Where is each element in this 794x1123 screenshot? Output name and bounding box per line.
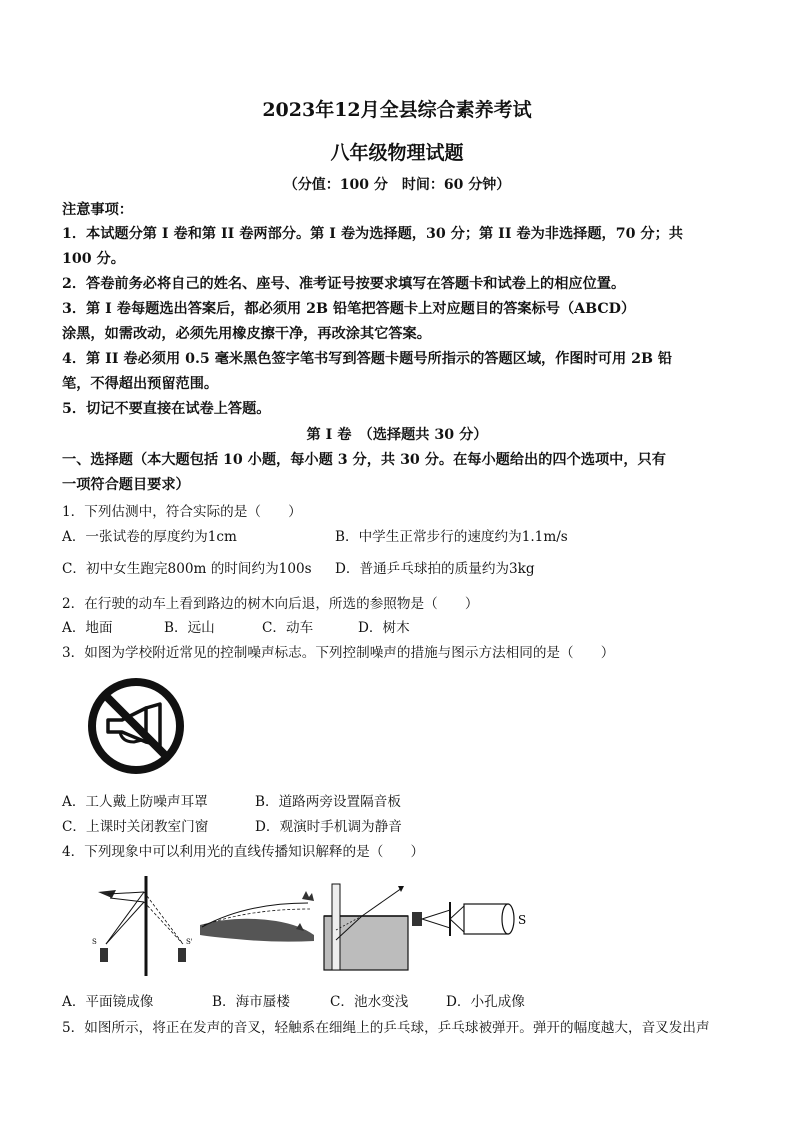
note-line: 5．切记不要直接在试卷上答题。 — [62, 401, 271, 417]
option-a: A．一张试卷的厚度约为1cm — [62, 529, 237, 545]
question-stem: 2．在行驶的动车上看到路边的树木向后退，所选的参照物是（ ） — [62, 596, 479, 612]
plane-mirror-figure — [88, 872, 198, 982]
option-b: B．道路两旁设置隔音板 — [255, 794, 401, 810]
notes-heading: 注意事项： — [62, 202, 133, 218]
option-a: A．平面镜成像 — [62, 994, 154, 1010]
note-line: 4．第 II 卷必须用 0.5 毫米黑色签字笔书写到答题卡题号所指示的答题区域，作图时可用 2B 铅 — [62, 351, 673, 367]
mirage-figure — [196, 885, 318, 955]
option-d: D．小孔成像 — [446, 994, 525, 1010]
pool-figure — [322, 880, 412, 974]
option-c: C．上课时关闭教室门窗 — [62, 819, 209, 835]
question-stem: 5．如图所示，将正在发声的音叉，轻触系在细绳上的乒乓球，乒乓球被弹开。弹开的幅度越大，音叉发出声 — [62, 1020, 710, 1036]
note-line: 涂黑，如需改动，必须先用橡皮擦干净，再改涂其它答案。 — [62, 326, 431, 342]
option-d: D．观演时手机调为静音 — [255, 819, 402, 835]
note-line: 3．第 I 卷每题选出答案后，都必须用 2B 铅笔把答题卡上对应题目的答案标号（ABCD） — [62, 301, 636, 317]
option-b: B．中学生正常步行的速度约为1.1m/s — [335, 529, 568, 545]
image-label: S' — [186, 938, 193, 946]
exam-info: （分值：100 分 时间：60 分钟） — [283, 177, 511, 193]
note-line: 100 分。 — [62, 251, 125, 267]
pinhole-figure — [410, 892, 530, 952]
option-b: B．远山 — [164, 620, 215, 636]
option-a: A．工人戴上防噪声耳罩 — [62, 794, 208, 810]
no-horn-sign-icon — [86, 676, 186, 776]
section-title: 第 I 卷 （选择题共 30 分） — [306, 427, 488, 443]
option-c: C．动车 — [262, 620, 314, 636]
option-c: C．池水变浅 — [330, 994, 409, 1010]
option-d: D．树木 — [358, 620, 410, 636]
exam-title: 2023年12月全县综合素养考试 — [262, 99, 532, 121]
note-line: 1．本试题分第 I 卷和第 II 卷两部分。第 I 卷为选择题，30 分；第 II 卷为非选择题，70 分；共 — [62, 226, 683, 242]
question-stem: 4．下列现象中可以利用光的直线传播知识解释的是（ ） — [62, 844, 425, 860]
subject-title: 八年级物理试题 — [330, 142, 464, 164]
section-intro: 一、选择题（本大题包括 10 小题，每小题 3 分，共 30 分。在每小题给出的四个选项中，只有 — [62, 452, 666, 468]
note-line: 笔，不得超出预留范围。 — [62, 376, 219, 392]
pinhole-label: S — [518, 913, 527, 927]
option-d: D．普通乒乓球拍的质量约为3kg — [335, 561, 535, 577]
option-c: C．初中女生跑完800m 的时间约为100s — [62, 561, 312, 577]
question-stem: 3．如图为学校附近常见的控制噪声标志。下列控制噪声的措施与图示方法相同的是（ ） — [62, 645, 615, 661]
source-label: S — [92, 938, 97, 946]
section-intro: 一项符合题目要求） — [62, 477, 190, 493]
option-a: A．地面 — [62, 620, 113, 636]
option-b: B．海市蜃楼 — [212, 994, 290, 1010]
note-line: 2．答卷前务必将自己的姓名、座号、准考证号按要求填写在答题卡和试卷上的相应位置。 — [62, 276, 626, 292]
question-stem: 1．下列估测中，符合实际的是（ ） — [62, 504, 302, 520]
